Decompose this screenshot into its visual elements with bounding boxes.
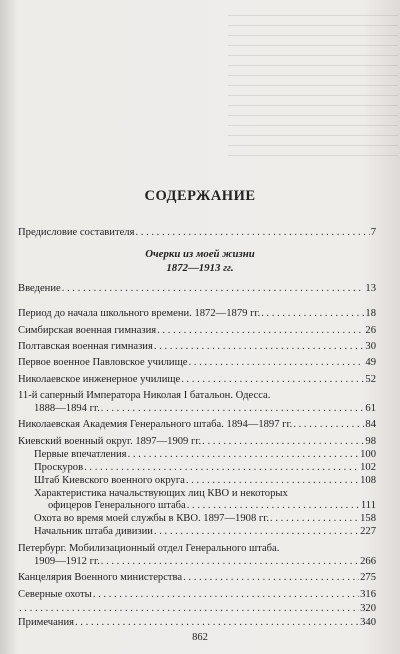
- entry-page: 320: [360, 603, 376, 614]
- entry-title-continued: 1888—1894 гг.: [34, 403, 100, 414]
- entry-page: 340: [360, 617, 376, 628]
- toc-entry: [18, 617, 376, 629]
- entry-title: Петербург. Мобилизационный отдел Генерального штаба.: [18, 543, 280, 554]
- leader-dots: [62, 283, 365, 295]
- entry-page: 266: [360, 556, 376, 567]
- toc-entry: [18, 374, 376, 386]
- entry-page: 275: [360, 572, 376, 583]
- entry-page: 13: [365, 283, 376, 294]
- toc-entry: [18, 341, 376, 353]
- toc-entry: [18, 419, 376, 431]
- leader-dots: [154, 341, 365, 353]
- entry-title: Начальник штаба дивизии: [34, 526, 153, 537]
- entry-page: 100: [360, 449, 376, 460]
- entry-title: Предисловие составителя: [18, 227, 135, 238]
- entry-page: 102: [360, 462, 376, 473]
- entry-page: 7: [370, 227, 376, 238]
- entry-title: Штаб Киевского военного округа: [34, 475, 185, 486]
- toc-entry: [18, 436, 376, 448]
- entry-title: Характеристика начальствующих лиц КВО и некоторых: [34, 488, 288, 499]
- entry-page: 108: [360, 475, 376, 486]
- toc-entry-untitled: [18, 603, 376, 615]
- leader-dots: [157, 325, 364, 337]
- entry-title-continued: офицеров Генерального штаба: [48, 500, 186, 511]
- bleed-through-text: [228, 6, 398, 156]
- leader-dots: [19, 603, 359, 615]
- entry-title: Период до начала школьного времени. 1872—1879 гг.: [18, 308, 261, 319]
- toc-title: СОДЕРЖАНИЕ: [144, 188, 256, 204]
- entry-title: Николаевская Академия Генерального штаба. 1894—1897 гг.: [18, 419, 293, 430]
- entry-title: Примечания: [18, 617, 74, 628]
- entry-page: 52: [365, 374, 376, 385]
- entry-title: Охота во время моей службы в КВО. 1897—1908 гг.: [34, 513, 270, 524]
- leader-dots: [84, 462, 359, 474]
- leader-dots: [93, 589, 359, 601]
- entry-title: Первые впечатления: [34, 449, 127, 460]
- toc-entry-preface: [18, 227, 376, 239]
- leader-dots: [270, 513, 359, 525]
- entry-page: 26: [365, 325, 376, 336]
- entry-page: 316: [360, 589, 376, 600]
- leader-dots: [154, 526, 359, 538]
- entry-title-continued: 1909—1912 гг.: [34, 556, 100, 567]
- entry-title: Первое военное Павловское училище: [18, 357, 188, 368]
- leader-dots: [101, 403, 365, 415]
- toc-entry: [18, 589, 376, 601]
- section-heading: Очерки из моей жизни: [145, 248, 255, 260]
- toc-subentry: [34, 475, 376, 487]
- entry-title: Киевский военный округ. 1897—1909 гг.: [18, 436, 202, 447]
- leader-dots: [202, 436, 364, 448]
- section-years: 1872—1913 гг.: [166, 262, 234, 274]
- leader-dots: [188, 357, 364, 369]
- toc-entry: [18, 325, 376, 337]
- leader-dots: [186, 475, 359, 487]
- toc-subentry: [34, 462, 376, 474]
- toc-entry: [18, 572, 376, 584]
- entry-page: 61: [365, 403, 376, 414]
- leader-dots: [101, 556, 359, 568]
- entry-title: 11-й саперный Императора Николая I батальон. Одесса.: [18, 390, 271, 401]
- entry-page: 18: [365, 308, 376, 319]
- toc-subentry: [34, 526, 376, 538]
- toc-subentry: [34, 513, 376, 525]
- toc-entry: [18, 283, 376, 295]
- leader-dots: [187, 500, 360, 512]
- entry-title: Северные охоты: [18, 589, 92, 600]
- toc-entry: [18, 357, 376, 369]
- entry-page: 227: [360, 526, 376, 537]
- entry-title: Симбирская военная гимназия: [18, 325, 157, 336]
- entry-title: Проскуров: [34, 462, 84, 473]
- leader-dots: [261, 308, 364, 320]
- entry-page: 49: [365, 357, 376, 368]
- toc-entry: [34, 556, 376, 568]
- entry-title: Канцелярия Военного министерства: [18, 572, 183, 583]
- leader-dots: [183, 572, 359, 584]
- leader-dots: [181, 374, 364, 386]
- toc-subentry: [34, 449, 376, 461]
- toc-entry: [18, 308, 376, 320]
- leader-dots: [128, 449, 360, 461]
- entry-page: 30: [365, 341, 376, 352]
- entry-title: Введение: [18, 283, 61, 294]
- entry-page: 98: [365, 436, 376, 447]
- leader-dots: [293, 419, 364, 431]
- toc-entry: [34, 403, 376, 415]
- page-number: 862: [192, 632, 208, 643]
- entry-title: Полтавская военная гимназия: [18, 341, 153, 352]
- leader-dots: [75, 617, 359, 629]
- entry-page: 84: [365, 419, 376, 430]
- entry-page: 111: [360, 500, 376, 511]
- leader-dots: [135, 227, 369, 239]
- toc-subentry: [48, 500, 376, 512]
- entry-title: Николаевское инженерное училище: [18, 374, 181, 385]
- entry-page: 158: [360, 513, 376, 524]
